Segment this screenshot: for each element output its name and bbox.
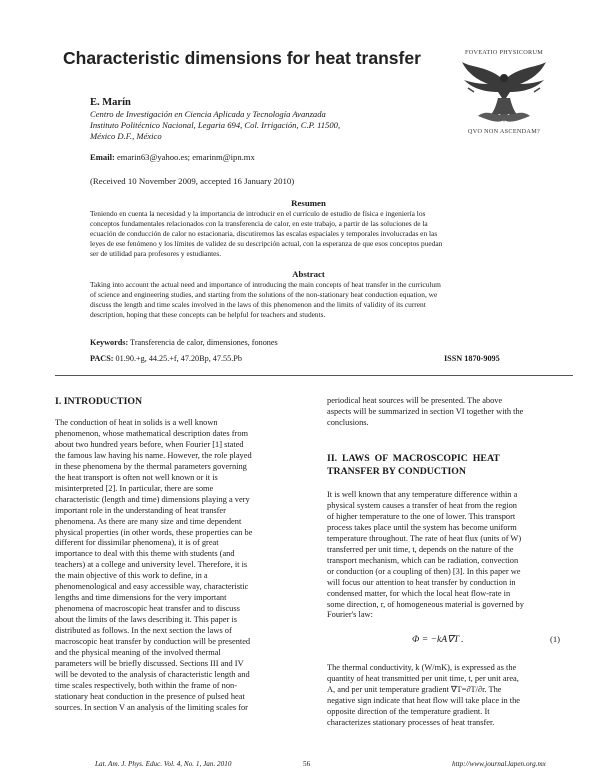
logo-top-text: FOVEATIO PHYSICORUM: [464, 49, 544, 56]
text-line: The thermal conductivity, k (W/mK), is expressed as the: [327, 663, 517, 672]
equation-number: (1): [550, 634, 561, 644]
email-label: Email:: [90, 152, 115, 162]
affiliation-line: Centro de Investigación en Ciencia Aplicada y Tecnología Avanzada: [90, 109, 326, 119]
resumen-line: ecuación de conducción de calor no estacionaria, discutiremos las escalas espaciales y temporales involucradas en las: [90, 229, 438, 239]
section-divider: [55, 375, 573, 376]
text-line: process takes place until the system has become uniform: [327, 522, 517, 532]
text-line: lengths and time dimensions for the very important: [55, 593, 227, 603]
text-line: some direction, r, of homogeneous material is governed by: [327, 599, 524, 609]
text-line: parameters will be briefly discussed. Sections III and IV: [55, 658, 244, 668]
abstract-heading: Abstract: [292, 269, 325, 279]
text-line: time scales respectively, both within the frame of non-: [55, 680, 238, 690]
text-line: the main objective of this work to define, in a: [55, 571, 208, 581]
text-line: misinterpreted [2]. In particular, there are some: [55, 483, 214, 493]
abstract-line: description, hoping that these concepts can be helpful for teachers and students.: [90, 310, 326, 320]
email-line: [90, 152, 255, 162]
pacs-line: [90, 354, 242, 363]
text-line: or conduction (or a coupling of then) [3]. In this paper we: [327, 566, 521, 576]
section-one-continuation: [327, 396, 573, 429]
text-line: characteristic (length and time) dimensions playing a very: [55, 494, 250, 504]
text-line: will focus our attention to heat transfer by conduction in: [327, 577, 516, 587]
keywords-value: Transferencia de calor, dimensiones, fonones: [128, 338, 278, 347]
text-line: physical properties (in other words, these properties can be: [55, 527, 253, 537]
text-line: stationary heat conduction in the presence of pulsed heat: [55, 691, 245, 701]
text-line: phenomenon, whose mathematical description dates from: [55, 428, 249, 438]
page-number: 56: [303, 760, 311, 768]
resumen-line: conceptos fundamentales relacionados con la transferencia de calor, en este trabajo, a partir de las soluciones de la: [90, 219, 428, 229]
section-two-paragraph-1: [327, 490, 573, 621]
text-line: about two hundred years before, when Fourier [1] stated: [55, 439, 244, 449]
resumen-heading: Resumen: [291, 198, 326, 208]
resumen-line: leyes de ese fenómeno y los límites de validez de su descripción actual, con la esperanza de que esos conceptos puedan: [90, 239, 443, 249]
text-line: opposite direction of the temperature gradient. It: [327, 706, 490, 716]
paper-title: Characteristic dimensions for heat transfer: [63, 48, 421, 68]
email-address[interactable]: emarin63@yahoo.es; emarinm@ipn.mx: [116, 152, 255, 162]
text-line: quantity of heat transmitted per unit time, t, per unit area,: [327, 673, 519, 683]
text-line: The conduction of heat in solids is a well known: [55, 418, 218, 427]
text-line: the famous law having his name. However, the role played: [55, 450, 252, 460]
fourier-equation: Φ = −kA∇T .: [412, 634, 464, 645]
affiliation-line: México D.F., México: [90, 131, 162, 141]
eagle-icon: [458, 58, 550, 128]
text-line: and the physical meaning of the involved thermal: [55, 648, 221, 658]
abstract-line: discuss the length and time scales involved in the laws of this phenomenon and the limits of validity of its current: [90, 300, 426, 310]
text-line: about the limits of the laws describing it. This paper is: [55, 615, 237, 625]
journal-citation: Lat. Am. J. Phys. Educ. Vol. 4, No. 1, Jan. 2010: [95, 760, 232, 768]
author-name: E. Marín: [90, 97, 131, 108]
text-line: characterizes stationary processes of heat transfer.: [327, 717, 495, 727]
introduction-heading: I. INTRODUCTION: [55, 396, 143, 407]
heading-line: TRANSFER BY CONDUCTION: [327, 465, 466, 477]
text-line: sources. In section V an analysis of the limiting scales for: [55, 702, 248, 712]
pacs-value: 01.90.+g, 44.25.+f, 47.20Bp, 47.55.Pb: [113, 354, 242, 363]
keywords-line: [90, 338, 278, 347]
text-line: phenomenological and easy accessible way, characteristic: [55, 582, 249, 592]
text-line: in these phenomena by the thermal parameters governing: [55, 461, 247, 471]
abstract-line: Taking into account the actual need and importance of introducing the main concepts of heat transfer in the curriculum: [90, 280, 441, 289]
text-line: teachers) at a college and university level. Therefore, it is: [55, 560, 248, 570]
text-line: will be devoted to the analysis of characteristic length and: [55, 669, 250, 679]
text-line: negative sign indicate that heat flow will take place in the: [327, 695, 521, 705]
resumen-line: Teniendo en cuenta la necesidad y la importancia de introducir en el currículo de estudio de física e ingeniería los: [90, 209, 426, 218]
keywords-label: Keywords:: [90, 338, 129, 347]
pacs-label: PACS:: [90, 354, 114, 363]
text-line: the heat transport is often not well known or it is: [55, 472, 218, 482]
text-line: transport mechanism, which can be radiation, convection: [327, 555, 519, 565]
text-line: phenomena. As there are many size and time dependent: [55, 516, 242, 526]
section-two-paragraph-2: [327, 663, 573, 729]
text-line: It is well known that any temperature difference within a: [327, 490, 518, 499]
abstract-line: of science and engineering studies, and starting from the solutions of the non-stationary heat conduction equation, we: [90, 290, 438, 300]
text-line: periodical heat sources will be presented. The above: [327, 396, 503, 405]
text-line: different for dissimilar phenomena), it is of great: [55, 538, 219, 548]
journal-logo: [458, 49, 550, 138]
affiliation: [90, 109, 470, 142]
received-dates: (Received 10 November 2009, accepted 16 January 2010): [90, 176, 295, 186]
text-line: phenomena of macroscopic heat transfer and to discuss: [55, 604, 240, 614]
text-line: temperature throughout. The rate of heat flux (units of W): [327, 533, 522, 543]
text-line: Fourier's law:: [327, 610, 373, 620]
text-line: aspects will be summarized in section VI together with the: [327, 406, 524, 416]
resumen-body: [90, 209, 527, 259]
text-line: transferred per unit time, t, depends on the nature of the: [327, 544, 514, 554]
text-line: macroscopic heat transfer by conduction will be presented: [55, 637, 251, 647]
text-line: A, and per unit temperature gradient ∇T=∂T/∂r. The: [327, 684, 502, 694]
journal-url[interactable]: http://www.journal.lapen.org.mx: [452, 760, 546, 768]
issn: ISSN 1870-9095: [444, 354, 500, 363]
text-line: importance to deal with this theme with students (and: [55, 549, 235, 559]
text-line: physical system causes a transfer of heat from the region: [327, 500, 517, 510]
section-two-heading: [327, 453, 573, 478]
text-line: important role in the understanding of heat transfer: [55, 505, 226, 515]
heading-line: II. LAWS OF MACROSCOPIC HEAT: [327, 453, 500, 464]
affiliation-line: Instituto Politécnico Nacional, Legaria 694, Col. Irrigación, C.P. 11500,: [90, 120, 341, 130]
logo-bottom-text: QVO NON ASCENDAM?: [467, 128, 541, 135]
text-line: condensed matter, for which the local heat flow-rate in: [327, 588, 511, 598]
text-line: distributed as follows. In the next section the laws of: [55, 626, 232, 636]
introduction-body: [55, 418, 301, 714]
abstract-body: [90, 280, 527, 320]
text-line: of higher temperature to the one of lower. This transport: [327, 511, 516, 521]
text-line: conclusions.: [327, 417, 369, 427]
resumen-line: ser de utilidad para profesores y estudiantes.: [90, 249, 222, 259]
